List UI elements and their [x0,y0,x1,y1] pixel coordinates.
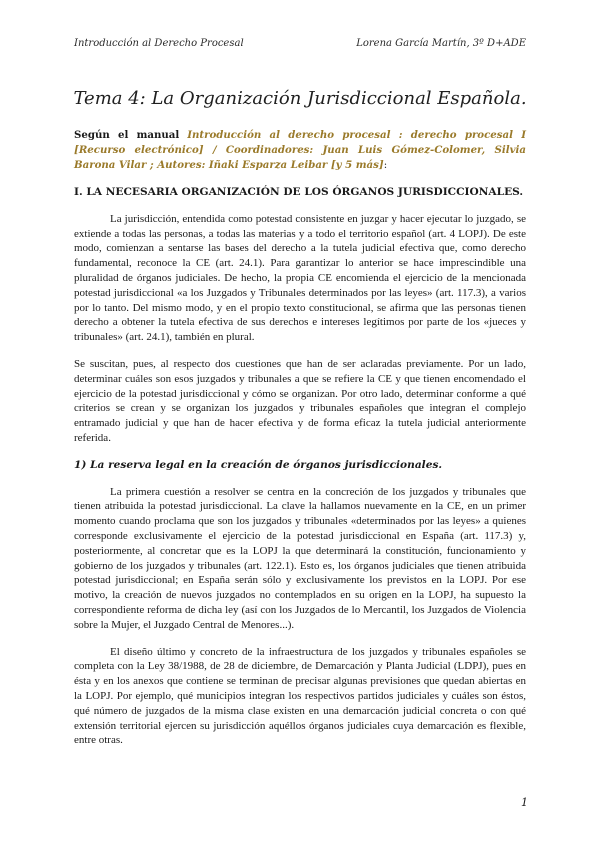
source-citation: Introducción al derecho procesal : derecho procesal I [Recurso electrónico] / Coordinadores: Juan Luis Gómez-Colomer, Silvia Barona Vilar ; Autores: Iñaki Esparza Leibar [y 5 más] [74,129,526,171]
source-label: Según el manual [74,129,180,141]
paragraph: La primera cuestión a resolver se centra en la concreción de los juzgados y tribunales que tienen atribuida la potestad jurisdiccional. La clave la hallamos nuevamente en la CE, en un primer momento cuando proclama que son los juzgados y tribunales «determinados por las leyes» a quienes corresponde exclusivamente el ejercicio de la potestad jurisdiccional en España (art. 117.3) y, posteriormente, al concretar que es la LOPJ la que determinará la constitución, funcionamiento y gobierno de los juzgados y tribunales (art. 122.1). Esto es, los órganos judiciales que tienen atribuida potestad jurisdiccional; en España serán sólo y exclusivamente los previstos en la LOPJ. Por ese motivo, la creación de nuevos juzgados no contemplados en su origen en la LOPJ, ha supuesto la correspondiente reforma de dicha ley (así con los Juzgados de lo Mercantil, los Juzgados de Violencia sobre la Mujer, el Juzgado Central de Menores...). [74,485,526,631]
header-course: Introducción al Derecho Procesal [74,38,244,49]
document-body [74,128,526,760]
page-header [74,38,526,49]
source-trail: : [383,160,388,171]
paragraph: El diseño último y concreto de la infraestructura de los juzgados y tribunales españoles se completa con la Ley 38/1988, de 28 de diciembre, de Demarcación y Planta Judicial (LDPJ), pues en ésta y en los anexos que contiene se terminan de precisar algunas previsiones que quedan abiertas en la LOPJ. Por ejemplo, qué municipios integran los respectivos partidos judiciales y cuáles son éstos, qué número de juzgados de la misma clase existen en una demarcación judicial concreta o con qué extensión territorial ejercen su jurisdicción aquéllos órganos judiciales cuya demarcación es flexible, entre otras. [74,645,526,747]
page-number: 1 [521,796,528,809]
paragraph: Se suscitan, pues, al respecto dos cuestiones que han de ser aclaradas previamente. Por un lado, determinar cuáles son esos juzgados y tribunales a que se refiere la CE y que tienen encomendado el ejercicio de la potestad jurisdiccional y cómo se organizan. Por otro lado, determinar conforme a qué criterios se crean y se organizan los juzgados y tribunales españoles que integran el complejo entramado judicial y que han de hacer efectiva y de forma eficaz la tutela judicial anteriormente referida. [74,357,526,444]
section-heading-1: I. LA NECESARIA ORGANIZACIÓN DE LOS ÓRGANOS JURISDICCIONALES. [74,186,524,198]
source-reference [74,128,526,173]
header-author: Lorena García Martín, 3º D+ADE [356,38,526,49]
section-heading-2: 1) La reserva legal en la creación de órganos jurisdiccionales. [74,458,443,471]
document-title: Tema 4: La Organización Jurisdiccional Española. [73,88,527,109]
paragraph: La jurisdicción, entendida como potestad consistente en juzgar y hacer ejecutar lo juzgado, se extiende a todas las personas, a todas las materias y a todo el territorio español (art. 4 LOPJ). De este modo, comienzan a sentarse las bases del derecho a la tutela judicial efectiva que, como derecho fundamental, reconoce la CE (art. 24.1). Para garantizar lo anterior se hace imprescindible una pluralidad de órganos judiciales. De hecho, la propia CE encomienda el ejercicio de la mencionada potestad jurisdiccional «a los Juzgados y Tribunales determinados por las leyes» (art. 117.3), a varios por lo tanto. Del mismo modo, y en el propio texto constitucional, se afirma que las personas tienen derecho a obtener la tutela efectiva de sus derechos e intereses legítimos por parte de los «jueces y tribunales» (art. 24.1), también en plural. [74,212,526,344]
